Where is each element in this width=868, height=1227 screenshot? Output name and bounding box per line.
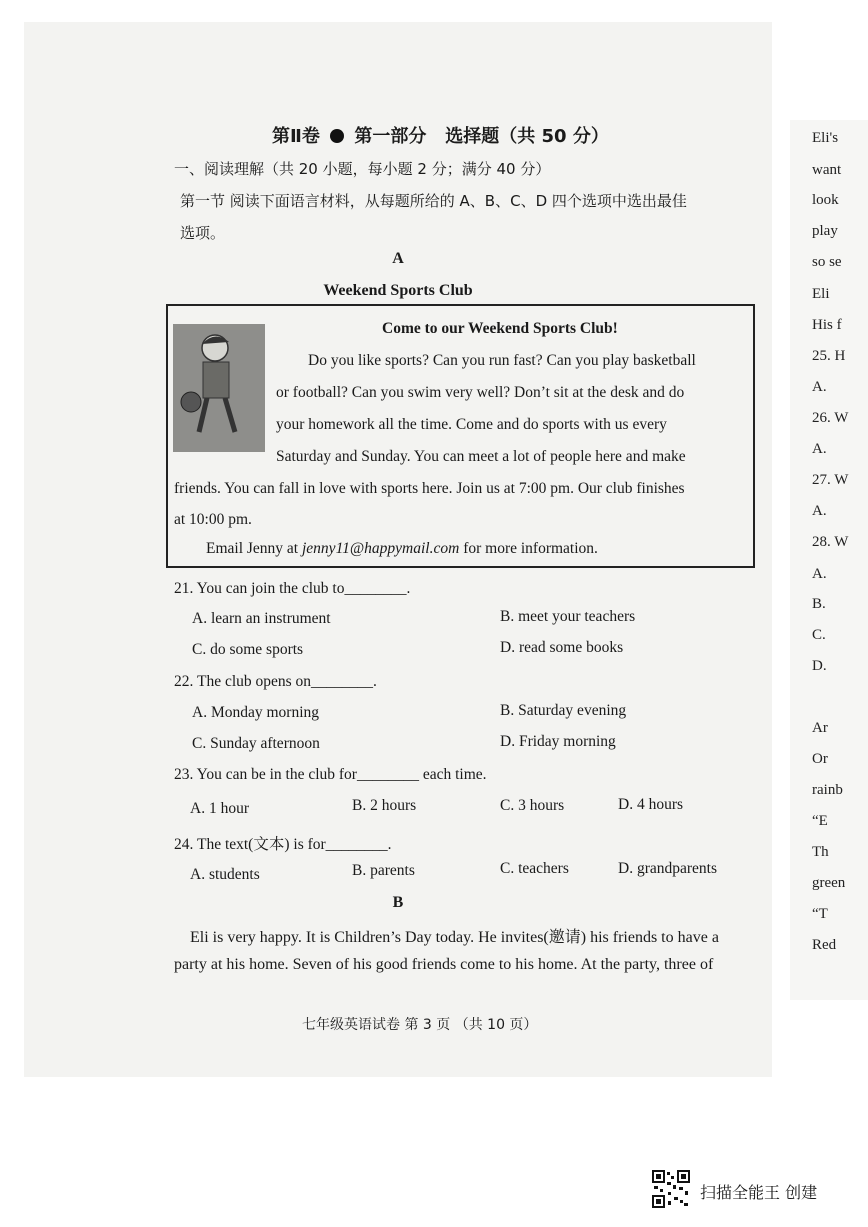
question-21: 21. You can join the club to________. <box>174 580 411 597</box>
email-suffix: for more information. <box>459 540 598 557</box>
option-d: D. grandparents <box>618 860 717 877</box>
edge-text: look <box>812 192 839 208</box>
instruction-line-2: 选项。 <box>180 224 226 242</box>
email-line <box>206 540 598 558</box>
option-c: C. 3 hours <box>500 797 565 814</box>
question-23: 23. You can be in the club for________ each time. <box>174 766 487 783</box>
box-title: Come to our Weekend Sports Club! <box>382 320 618 337</box>
option-c: C. do some sports <box>192 641 304 658</box>
edge-text: A. <box>812 441 827 457</box>
boy-with-ball-image <box>173 324 265 452</box>
edge-text: green <box>812 875 846 891</box>
bullet-icon <box>330 129 344 143</box>
box-text-line: friends. You can fall in love with sports here. Join us at 7:00 pm. Our club finishes <box>174 480 685 497</box>
box-text-line: or football? Can you swim very well? Don’t sit at the desk and do <box>276 384 685 401</box>
edge-text: 25. H <box>812 348 846 364</box>
edge-text: want <box>812 162 842 178</box>
edge-text: Eli's <box>812 130 839 146</box>
option-d: D. Friday morning <box>500 733 616 750</box>
edge-text: so se <box>812 254 842 270</box>
section-header <box>272 122 609 148</box>
passage-b-label: B <box>392 894 404 911</box>
email-prefix: Email Jenny at <box>206 540 302 557</box>
edge-text: C. <box>812 627 826 643</box>
volume-label: 第Ⅱ卷 <box>272 126 320 147</box>
edge-text: 27. W <box>812 472 849 488</box>
question-22: 22. The club opens on________. <box>174 673 377 690</box>
edge-text: Eli <box>812 286 830 302</box>
option-c: C. Sunday afternoon <box>192 735 320 752</box>
box-text-line: Saturday and Sunday. You can meet a lot of people here and make <box>276 448 686 465</box>
question-24: 24. The text(文本) is for________. <box>174 836 392 853</box>
edge-text: A. <box>812 566 827 582</box>
edge-text: “T <box>812 906 828 922</box>
option-a: A. 1 hour <box>190 800 249 817</box>
edge-text: A. <box>812 503 827 519</box>
option-c: C. teachers <box>500 860 569 877</box>
option-d: D. read some books <box>500 639 624 656</box>
edge-text: “E <box>812 813 828 829</box>
edge-text: Or <box>812 751 828 767</box>
qr-code-icon <box>652 1170 690 1208</box>
box-text-line: your homework all the time. Come and do sports with us every <box>276 416 667 433</box>
option-b: B. meet your teachers <box>500 608 636 625</box>
email-address: jenny11@happymail.com <box>302 540 460 557</box>
edge-text: D. <box>812 658 827 674</box>
passage-a-title: Weekend Sports Club <box>323 282 473 299</box>
option-a: A. learn an instrument <box>192 610 331 627</box>
instruction-line-1: 第一节 阅读下面语言材料，从每题所给的 A、B、C、D 四个选项中选出最佳 <box>180 192 687 210</box>
passage-a-label: A <box>392 250 404 267</box>
part-label: 第一部分 <box>354 126 427 147</box>
page-footer: 七年级英语试卷 第 3 页 （共 10 页） <box>302 1017 538 1033</box>
advertisement-box <box>166 304 755 568</box>
scanner-brand: 扫描全能王 创建 <box>700 1183 818 1202</box>
section-label: 选择题（共 50 分） <box>445 126 609 147</box>
edge-text: Th <box>812 844 829 860</box>
edge-text: Red <box>812 937 837 953</box>
adjacent-page-edge <box>790 120 868 1000</box>
edge-text: A. <box>812 379 827 395</box>
option-b: B. 2 hours <box>352 797 417 814</box>
edge-text: 26. W <box>812 410 849 426</box>
box-text-line: at 10:00 pm. <box>174 511 252 528</box>
reading-section-title: 一、阅读理解（共 20 小题，每小题 2 分；满分 40 分） <box>174 160 551 178</box>
option-b: B. Saturday evening <box>500 702 627 719</box>
edge-text: B. <box>812 596 826 612</box>
edge-text: rainb <box>812 782 843 798</box>
option-a: A. Monday morning <box>192 704 320 721</box>
edge-text: 28. W <box>812 534 849 550</box>
passage-b-line: party at his home. Seven of his good friends come to his home. At the party, three of <box>174 956 714 973</box>
edge-text: play <box>812 223 838 239</box>
edge-text: His f <box>812 317 842 333</box>
box-text-line: Do you like sports? Can you run fast? Can you play basketball <box>308 352 696 369</box>
option-b: B. parents <box>352 862 415 879</box>
option-a: A. students <box>190 866 260 883</box>
edge-text: Ar <box>812 720 828 736</box>
option-d: D. 4 hours <box>618 796 684 813</box>
passage-b-line: Eli is very happy. It is Children’s Day today. He invites(邀请) his friends to have a <box>190 929 719 946</box>
